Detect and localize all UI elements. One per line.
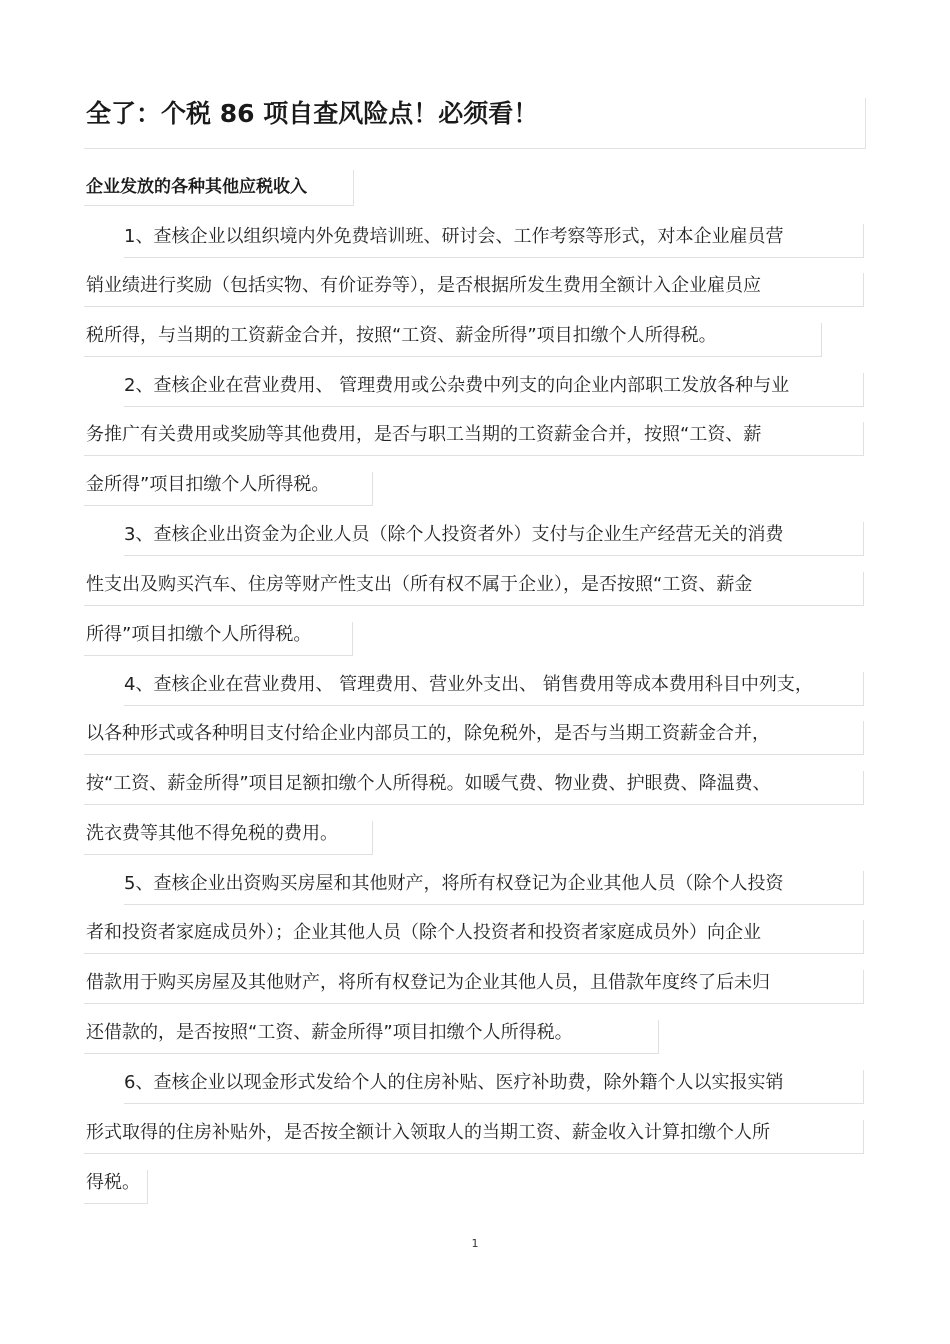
body-line: 税所得，与当期的工资薪金合并，按照“工资、薪金所得”项目扣缴个人所得税。 <box>86 325 717 346</box>
body-line: 得税。 <box>86 1172 140 1193</box>
body-line: 性支出及购买汽车、住房等财产性支出（所有权不属于企业），是否按照“工资、薪金 <box>86 574 753 595</box>
body-line: 按“工资、薪金所得”项目足额扣缴个人所得税。如暖气费、物业费、护眼费、降温费、 <box>86 773 771 794</box>
body-line: 者和投资者家庭成员外）；企业其他人员（除个人投资者和投资者家庭成员外）向企业 <box>86 922 761 943</box>
body-line: 以各种形式或各种明目支付给企业内部员工的，除免税外，是否与当期工资薪金合并， <box>86 723 770 744</box>
body-line: 销业绩进行奖励（包括实物、有价证券等），是否根据所发生费用全额计入企业雇员应 <box>86 275 761 296</box>
page-title: 全了：个税 86 项自查风险点！必须看！ <box>86 99 539 128</box>
body-line: 2、查核企业在营业费用、 管理费用或公杂费中列支的向企业内部职工发放各种与业 <box>124 375 790 396</box>
body-line: 6、查核企业以现金形式发给个人的住房补贴、医疗补助费，除外籍个人以实报实销 <box>124 1072 784 1093</box>
body-line: 金所得”项目扣缴个人所得税。 <box>86 474 330 495</box>
body-line: 还借款的，是否按照“工资、薪金所得”项目扣缴个人所得税。 <box>86 1022 573 1043</box>
body-line: 4、查核企业在营业费用、 管理费用、营业外支出、 销售费用等成本费用科目中列支， <box>124 674 813 695</box>
body-line: 洗衣费等其他不得免税的费用。 <box>86 823 338 844</box>
section-heading: 企业发放的各种其他应税收入 <box>86 177 307 197</box>
body-line: 所得”项目扣缴个人所得税。 <box>86 624 312 645</box>
body-line: 3、查核企业出资金为企业人员（除个人投资者外）支付与企业生产经营无关的消费 <box>124 524 784 545</box>
body-line: 务推广有关费用或奖励等其他费用，是否与职工当期的工资薪金合并，按照“工资、薪 <box>86 424 762 445</box>
body-line: 借款用于购买房屋及其他财产，将所有权登记为企业其他人员，且借款年度终了后未归 <box>86 972 770 993</box>
body-line: 形式取得的住房补贴外，是否按全额计入领取人的当期工资、薪金收入计算扣缴个人所 <box>86 1122 770 1143</box>
body-line: 1、查核企业以组织境内外免费培训班、研讨会、工作考察等形式，对本企业雇员营 <box>124 226 784 247</box>
page-number: 1 <box>471 1237 479 1250</box>
body-line: 5、查核企业出资购买房屋和其他财产，将所有权登记为企业其他人员（除个人投资 <box>124 873 784 894</box>
